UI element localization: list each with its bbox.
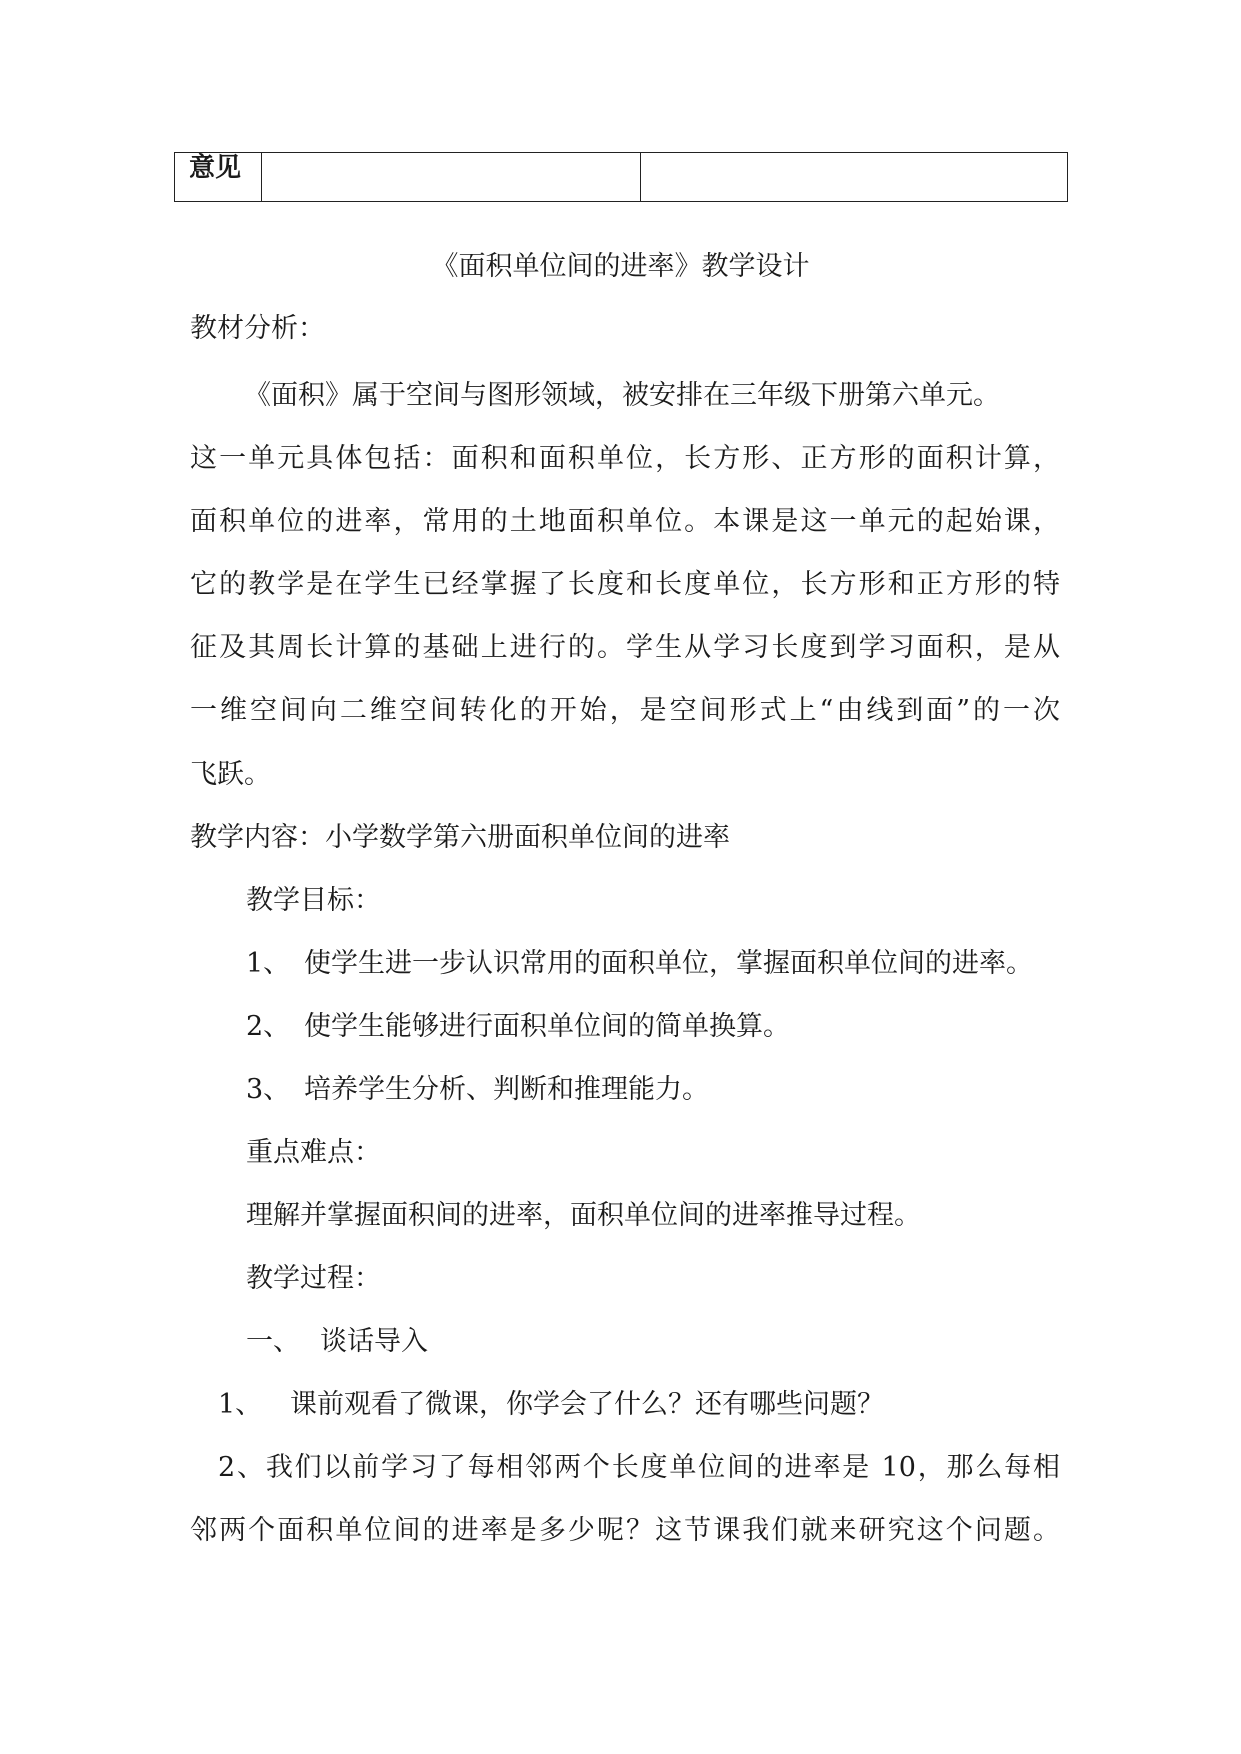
section-1-title: 谈话导入 <box>320 1326 428 1357</box>
step-1-text: 课前观看了微课，你学会了什么？还有哪些问题？ <box>290 1389 884 1420</box>
step-2-line-1: 2、我们以前学习了每相邻两个长度单位间的进率是 10，那么每相 <box>218 1452 1060 1483</box>
step-2-line-2: 邻两个面积单位间的进率是多少呢？这节课我们就来研究这个问题。 <box>190 1515 1060 1546</box>
goals-heading: 教学目标： <box>246 885 381 916</box>
material-line-6: 一维空间向二维空间转化的开始，是空间形式上“由线到面”的一次 <box>190 695 1060 726</box>
material-line-3: 面积单位的进率，常用的土地面积单位。本课是这一单元的起始课， <box>190 506 1060 537</box>
material-line-7: 飞跃。 <box>190 759 271 790</box>
goal-1-text: 使学生进一步认识常用的面积单位，掌握面积单位间的进率。 <box>304 948 1033 979</box>
material-line-4: 它的教学是在学生已经掌握了长度和长度单位，长方形和正方形的特 <box>190 569 1060 600</box>
material-line-2: 这一单元具体包括：面积和面积单位，长方形、正方形的面积计算， <box>190 443 1060 474</box>
opinion-cell-2 <box>262 153 641 202</box>
material-heading: 教材分析： <box>190 313 325 344</box>
approval-table <box>174 152 1068 202</box>
table-row <box>175 153 1068 202</box>
goal-3-text: 培养学生分析、判断和推理能力。 <box>304 1074 709 1105</box>
opinion-cell-3 <box>641 153 1068 202</box>
opinion-label-cell <box>175 153 262 202</box>
content-line: 教学内容：小学数学第六册面积单位间的进率 <box>190 822 730 853</box>
document-title: 《面积单位间的进率》教学设计 <box>431 251 810 282</box>
goal-3-number: 3、 <box>246 1074 291 1105</box>
key-points-heading: 重点难点： <box>246 1137 381 1168</box>
step-1-number: 1、 <box>218 1389 263 1420</box>
section-1-number: 一、 <box>246 1326 300 1357</box>
goal-1-number: 1、 <box>246 948 291 979</box>
material-line-5: 征及其周长计算的基础上进行的。学生从学习长度到学习面积，是从 <box>190 632 1060 663</box>
opinion-label: 意见 <box>189 153 242 183</box>
goal-2-text: 使学生能够进行面积单位间的简单换算。 <box>304 1011 790 1042</box>
goal-2-number: 2、 <box>246 1011 291 1042</box>
material-line-1: 《面积》属于空间与图形领域，被安排在三年级下册第六单元。 <box>244 380 1000 411</box>
process-heading: 教学过程： <box>246 1263 381 1294</box>
key-points-text: 理解并掌握面积间的进率，面积单位间的进率推导过程。 <box>246 1200 921 1231</box>
